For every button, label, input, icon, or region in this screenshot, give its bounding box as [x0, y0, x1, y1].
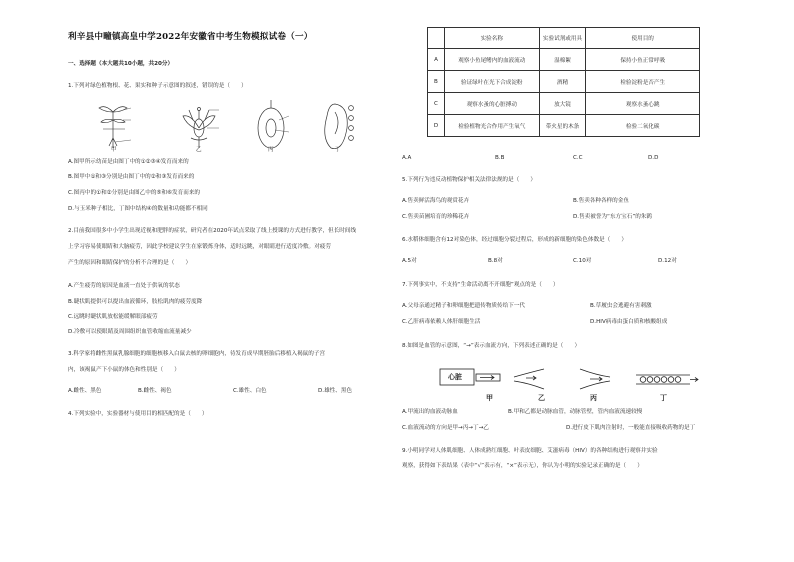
q1-figure	[95, 98, 360, 154]
q1-option-b[interactable]: B.图甲中①和③分别是由图丁中的②和③发育而来的	[68, 174, 195, 180]
q8-option-a[interactable]: A.甲流出的血液动脉血	[402, 409, 458, 415]
q5-option-d[interactable]: D.售卖被誉为“东方宝石”的朱鹮	[573, 214, 653, 220]
table-cell: A	[428, 49, 445, 71]
table-cell: D	[428, 115, 445, 137]
q8-figure	[440, 365, 700, 405]
q6-option-a[interactable]: A.5对	[402, 258, 417, 264]
heart-label: 心脏	[448, 373, 462, 381]
seed-figure	[325, 104, 354, 149]
q1-option-c[interactable]: C.图丙中的①和②分别是由图乙中的⑤和⑥发育而来的	[68, 190, 201, 196]
table-cell: 酒精	[539, 71, 586, 93]
q1-option-a[interactable]: A.图甲所示幼苗是由图丁中的①②③④发育而来的	[68, 159, 189, 165]
question-2-stem-line2: 上学习容易使眼睛和大脑疲劳，因此学校建议学生在家锻炼身体，适时远眺，对眼睛进行适度冷敷。对疲劳	[68, 244, 331, 250]
q8-option-d[interactable]: D.进行皮下肌肉注射时，一般能直接吸收药物的是丁	[566, 425, 696, 431]
question-8-stem: 8.如图是血管的示意图，“→”表示血流方向，下列表述正确的是（ ）	[402, 343, 581, 349]
fig-label-ding: 丁	[335, 147, 341, 153]
question-3-stem-line2: 内，该褐鼠产下小鼠的体色和性别是（ ）	[68, 367, 180, 373]
q5-option-b[interactable]: B.售卖各种各样的金鱼	[573, 198, 629, 204]
q3-option-c[interactable]: C.雄性、白色	[233, 388, 267, 394]
q4-option-c[interactable]: C.C	[573, 155, 583, 161]
fig8-label-ding: 丁	[660, 394, 667, 402]
fig8-label-yi: 乙	[538, 394, 545, 402]
q6-option-b[interactable]: B.8对	[488, 258, 503, 264]
question-9-stem-line1: 9.小明同学对人体肌细胞、人体成熟红细胞、叶表皮细胞、艾滋病毒（HIV）的各种结构进行观察并实验	[402, 448, 658, 454]
table-row	[428, 115, 700, 137]
table-cell: 湿棉絮	[539, 49, 586, 71]
q4-option-d[interactable]: D.D	[648, 155, 659, 161]
q2-option-d[interactable]: D.冷敷可以使眼睛及周围组织血管收缩血流量减少	[68, 329, 192, 335]
q5-option-a[interactable]: A.售卖鲜活海鸟的观赏花卉	[402, 198, 470, 204]
table-cell: 验证绿叶在光下合成淀粉	[444, 71, 539, 93]
question-2-stem-line3: 产生的原因和眼睛保护的分析不合理的是（ ）	[68, 260, 192, 266]
q7-option-a[interactable]: A.父母亲通过精子和卵细胞把遗传物质传给下一代	[402, 303, 525, 309]
question-5-stem: 5.下列行为违反动植物保护相关法律法规的是（ ）	[402, 177, 536, 183]
fig-label-yi: 乙	[196, 147, 202, 153]
table-header-cell	[428, 28, 445, 49]
q7-option-b[interactable]: B.草履虫会逃避有害刺激	[590, 303, 652, 309]
q4-option-b[interactable]: B.B	[495, 155, 505, 161]
table-header-cell: 使用目的	[586, 28, 700, 49]
table-cell: 观察水蚤的心脏搏动	[444, 93, 539, 115]
q6-option-d[interactable]: D.12对	[658, 258, 677, 264]
table-cell: 观察水蚤心跳	[586, 93, 700, 115]
question-3-stem-line1: 3.科学家将雌性黑鼠乳腺细胞的细胞核移入白鼠去核的卵细胞内，待发育成早期胚胎后移植入褐鼠的子宫	[68, 351, 326, 357]
fruit-figure	[258, 100, 289, 148]
q8-option-c[interactable]: C.血液流动的方向是甲→丙→丁→乙	[402, 425, 489, 431]
fig-label-jia: 甲	[111, 147, 117, 153]
q6-option-c[interactable]: C.10对	[573, 258, 592, 264]
plant-structures-diagram	[95, 98, 360, 154]
fig-label-bing: 丙	[268, 147, 274, 153]
table-row	[428, 93, 700, 115]
q7-option-c[interactable]: C.乙肝病毒依赖人体肝细胞生活	[402, 319, 481, 325]
table-cell: 检验淀粉是否产生	[586, 71, 700, 93]
q1-option-d[interactable]: D.与玉米种子相比，丁图中结构④的数量和功能都不相同	[68, 206, 208, 212]
question-4-stem: 4.下列实验中，实验器材与使用目的相匹配的是（ ）	[68, 411, 208, 417]
table-cell: 检验二氧化碳	[586, 115, 700, 137]
question-7-stem: 7.下列事实中，不支持“生命活动离不开细胞”观点的是（ ）	[402, 282, 559, 288]
table-row	[428, 71, 700, 93]
table-cell: 观察小鱼尾鳍内的血液流动	[444, 49, 539, 71]
table-cell: B	[428, 71, 445, 93]
question-1-stem: 1.下列对绿色植物根、花、果实和种子示意图的叙述，错误的是（ ）	[68, 83, 247, 89]
table-cell: 带火星的木条	[539, 115, 586, 137]
question-2-stem-line1: 2.目前我国很多中小学生出现近视和肥胖的症状，研究者在2020年试点采取了线上授课的方式进行教学，但长时间线	[68, 228, 357, 234]
q7-option-d[interactable]: D.HIV病毒由蛋白质和核酸组成	[590, 319, 668, 325]
fig8-label-bing: 丙	[590, 394, 597, 402]
q3-option-d[interactable]: D.雄性、黑色	[318, 388, 353, 394]
section-heading: 一、选择题（本大题共10小题，共20分）	[68, 61, 174, 67]
question-6-stem: 6.水稻体细胞含有12对染色体，经过细胞分裂过程后，形成的新细胞的染色体数是（ ）	[402, 237, 628, 243]
page-title: 利辛县中疃镇高皇中学2022年安徽省中考生物模拟试卷（一）	[68, 32, 313, 42]
q2-option-b[interactable]: B.睫状肌提供可以提出血液循环，肢松肌肉的疲劳度降	[68, 299, 203, 305]
q3-option-a[interactable]: A.雌性、黑色	[68, 388, 102, 394]
table-cell: C	[428, 93, 445, 115]
q8-option-b[interactable]: B.甲和乙都是动脉血管，动脉管壁，管内血液流速较慢	[508, 409, 643, 415]
table-row	[428, 49, 700, 71]
table-header-row	[428, 28, 700, 49]
seedling-figure	[99, 107, 131, 148]
q3-option-b[interactable]: B.雌性、褐色	[138, 388, 172, 394]
table-cell: 检验植物光合作用产生氧气	[444, 115, 539, 137]
experiment-table	[427, 27, 700, 137]
table-cell: 保持小鱼正常呼吸	[586, 49, 700, 71]
q2-option-a[interactable]: A.产生疲劳的原因是血液一直处于供氧的状态	[68, 283, 180, 289]
table-header-cell: 实验试剂或用具	[539, 28, 586, 49]
table-cell: 放大镜	[539, 93, 586, 115]
question-9-stem-line2: 观察，获得如下表结果（表中“√”表示有，“×”表示无），你认为小明的实验记录正确的是（ ）	[402, 463, 643, 469]
flower-figure	[183, 108, 219, 149]
table-header-cell: 实验名称	[444, 28, 539, 49]
fig8-label-jia: 甲	[486, 394, 493, 402]
q5-option-c[interactable]: C.售卖苗圃培育的珍稀花卉	[402, 214, 470, 220]
q4-option-a[interactable]: A.A	[402, 155, 412, 161]
q2-option-c[interactable]: C.远眺时睫状肌放松能缓解眼部疲劳	[68, 314, 158, 320]
